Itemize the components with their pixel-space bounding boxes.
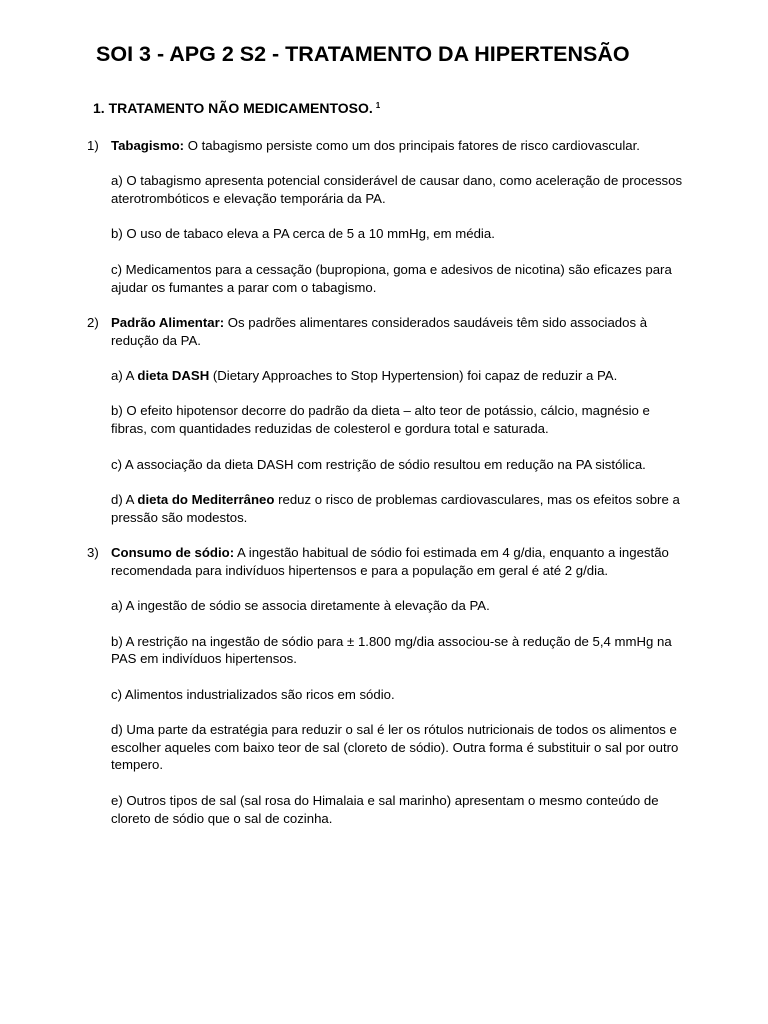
- section-heading: [93, 100, 380, 116]
- subitem: c) Medicamentos para a cessação (bupropiona, goma e adesivos de nicotina) são eficazes para ajudar os fumantes a parar com o tabagismo.: [111, 261, 672, 295]
- subitem-post: reduz o risco de problemas cardiovasculares, mas os efeitos sobre a pressão são modestos.: [111, 491, 680, 525]
- item-intro: [111, 137, 687, 155]
- section-heading-text: 1. TRATAMENTO NÃO MEDICAMENTOSO.: [93, 100, 373, 116]
- list-item-tabagismo: [87, 137, 687, 296]
- subitem-pre: a) A: [111, 368, 138, 384]
- subitem: [111, 491, 687, 526]
- subitem-bold: dieta DASH: [137, 368, 210, 384]
- item-number: 3): [87, 545, 99, 561]
- subitem: d) Uma parte da estratégia para reduzir o sal é ler os rótulos nutricionais de todos os alimentos e escolher aqueles com baixo teor de sal (cloreto de sódio). Outra forma é substituir o sal por outro tempero.: [111, 722, 679, 773]
- subitem: a) O tabagismo apresenta potencial considerável de causar dano, como aceleração de processos aterotrombóticos e elevação temporária da PA.: [111, 173, 683, 207]
- document-title: SOI 3 - APG 2 S2 - TRATAMENTO DA HIPERTENSÃO: [96, 42, 630, 66]
- subitem: [111, 367, 687, 385]
- item-term: Padrão Alimentar:: [111, 314, 225, 330]
- subitem: b) A restrição na ingestão de sódio para ± 1.800 mg/dia associou-se à redução de 5,4 mmHg na PAS em indivíduos hipertensos.: [111, 633, 672, 667]
- subitem-pre: d) A: [111, 491, 138, 507]
- item-term: Tabagismo:: [111, 138, 185, 153]
- subitem-bold: dieta do Mediterrâneo: [137, 491, 275, 507]
- subitem: b) O efeito hipotensor decorre do padrão da dieta – alto teor de potássio, cálcio, magnésio e fibras, com quantidades reduzidas de colesterol e gordura total e saturada.: [111, 403, 650, 437]
- item-number: 2): [87, 314, 99, 330]
- subitem: c) Alimentos industrializados são ricos em sódio.: [111, 686, 395, 702]
- numbered-list: [87, 137, 687, 827]
- item-intro-text: Os padrões alimentares considerados saudáveis têm sido associados à redução da PA.: [111, 314, 648, 348]
- list-item-padrao-alimentar: [87, 314, 687, 526]
- item-intro-text: O tabagismo persiste como um dos principais fatores de risco cardiovascular.: [184, 138, 640, 153]
- subitem: a) A ingestão de sódio se associa diretamente à elevação da PA.: [111, 598, 490, 614]
- subitem: e) Outros tipos de sal (sal rosa do Himalaia e sal marinho) apresentam o mesmo conteúdo de cloreto de sódio que o sal de cozinha.: [111, 792, 659, 826]
- subitem: c) A associação da dieta DASH com restrição de sódio resultou em redução na PA sistólica.: [111, 456, 646, 472]
- item-number: 1): [87, 138, 99, 153]
- reference-superscript: 1: [375, 101, 381, 110]
- item-intro: [111, 544, 687, 579]
- subitem: b) O uso de tabaco eleva a PA cerca de 5 a 10 mmHg, em média.: [111, 226, 495, 242]
- list-item-consumo-de-sodio: [87, 544, 687, 827]
- item-term: Consumo de sódio:: [111, 545, 235, 561]
- item-intro: [111, 314, 687, 349]
- item-intro-text: A ingestão habitual de sódio foi estimada em 4 g/dia, enquanto a ingestão recomendada para indivíduos hipertensos e para a população em geral é até 2 g/dia.: [111, 545, 669, 578]
- subitem-post: (Dietary Approaches to Stop Hypertension) foi capaz de reduzir a PA.: [209, 368, 618, 384]
